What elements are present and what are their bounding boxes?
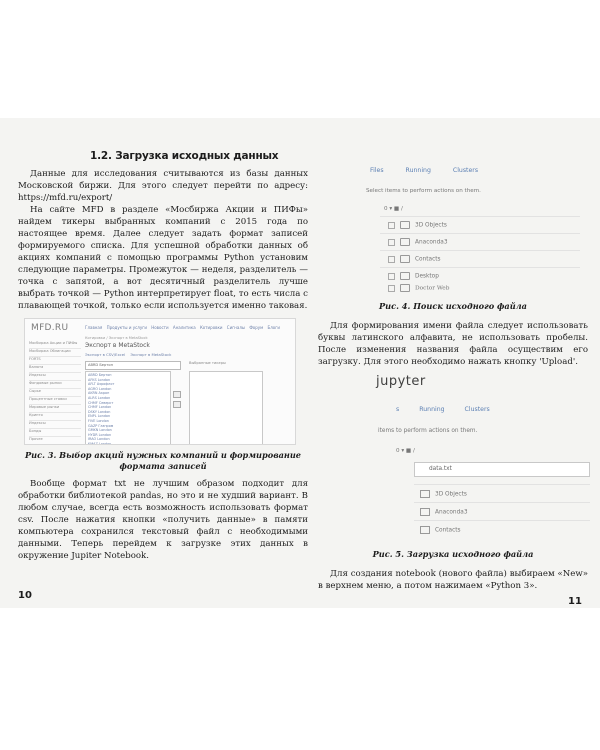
mfd-main <box>85 336 290 445</box>
file-row[interactable] <box>388 255 441 263</box>
file-name[interactable]: Anaconda3 <box>435 509 468 516</box>
mfd-list-item[interactable]: ALRS London <box>88 395 111 400</box>
paragraph-filename: Для формирования имени файла следует использовать буквы латинского алфавита, не использовать пробелы. После изменения названия файла осуществим его загрузку. Для этого необходимо нажать кнопку 'Upload'. <box>318 321 588 367</box>
mfd-logo: MFD.RU <box>31 323 69 333</box>
file-name[interactable]: Contacts <box>415 256 441 263</box>
mfd-sidebar-item[interactable]: Процентные ставки <box>29 397 81 405</box>
figure4-caption: Рис. 4. Поиск исходного файла <box>379 301 527 311</box>
divider <box>414 520 590 521</box>
file-name[interactable]: Desktop <box>415 273 439 280</box>
mfd-breadcrumb: Котировки / Экспорт в MetaStock <box>85 336 148 340</box>
folder-icon <box>400 255 410 263</box>
file-row[interactable] <box>420 490 467 498</box>
mfd-sidebar-item[interactable]: Крипто <box>29 413 81 421</box>
jupyter-tabs <box>370 167 498 174</box>
jupyter-hint: items to perform actions on them. <box>378 428 478 434</box>
mfd-ticker-list[interactable] <box>85 371 171 445</box>
file-name[interactable]: Contacts <box>435 527 461 534</box>
mfd-sidebar-item[interactable]: Фондовые рынки <box>29 381 81 389</box>
folder-icon <box>400 238 410 246</box>
checkbox[interactable] <box>388 256 395 263</box>
mfd-list-item[interactable]: GMKN London <box>88 428 112 433</box>
mfd-list-item[interactable]: CHMF London <box>88 405 112 410</box>
file-row[interactable] <box>388 221 447 229</box>
mfd-title: Экспорт в MetaStock <box>85 342 150 349</box>
mfd-sidebar-item[interactable]: Прочее <box>29 437 81 445</box>
folder-icon <box>400 221 410 229</box>
file-name[interactable]: 3D Objects <box>435 491 467 498</box>
mfd-list-item[interactable]: FIVE London <box>88 418 109 423</box>
divider <box>414 484 590 485</box>
move-right-button[interactable] <box>173 391 181 398</box>
folder-icon <box>400 272 410 280</box>
jupyter-logo: jupyter <box>376 374 426 389</box>
file-row[interactable] <box>420 526 461 534</box>
folder-icon <box>420 526 430 534</box>
mfd-sidebar-item[interactable]: Индексы <box>29 421 81 429</box>
mfd-nav-item[interactable]: Аналитика <box>172 325 196 330</box>
mfd-nav-item[interactable]: Продукты и услуги <box>106 325 147 330</box>
mfd-sidebar-item[interactable]: Индексы <box>29 373 81 381</box>
mfd-sidebar-item[interactable]: Мосбиржа Облигации <box>29 349 81 357</box>
folder-icon <box>420 508 430 516</box>
mfd-sidebar-item[interactable]: Валюта <box>29 365 81 373</box>
divider <box>414 502 590 503</box>
mfd-list-item[interactable]: AFKS London <box>88 377 111 382</box>
tab-running[interactable]: Running <box>419 406 445 413</box>
mfd-export-screenshot <box>24 318 296 445</box>
paragraph-format: Вообще формат txt не лучшим образом подходит для обработки библиотекой pandas, но это и не худший вариант. В любом случае, всегда есть возможность использовать формат csv. После нажатия кнопки «получить данные» в памяти компьютера сохранился текстовый файл с необходимыми данными. Теперь перейдем к загрузке этих данных в окружение Jupiter Notebook. <box>18 479 308 561</box>
file-row[interactable] <box>388 238 448 246</box>
file-name[interactable]: 3D Objects <box>415 222 447 229</box>
uploaded-file-row[interactable]: data.txt <box>414 462 590 477</box>
file-name[interactable]: Doctor Web <box>415 285 450 292</box>
jupyter-hint: Select items to perform actions on them. <box>366 188 481 194</box>
mfd-selected-label: Выбранные тикеры <box>189 361 226 365</box>
mfd-list-item[interactable]: GAZP Газпром <box>88 423 114 428</box>
page-number-left: 10 <box>18 590 32 601</box>
divider <box>380 250 580 251</box>
mfd-move-buttons <box>173 391 179 411</box>
divider <box>380 216 580 217</box>
jupyter-tabs <box>396 406 508 413</box>
page-number-right: 11 <box>568 596 582 607</box>
mfd-tabs <box>85 352 290 357</box>
mfd-list-item[interactable]: ENPL London <box>88 414 111 419</box>
jupyter-root-row[interactable]: 0 ▾ ■ / <box>396 448 415 454</box>
checkbox[interactable] <box>388 285 395 292</box>
mfd-sidebar-item[interactable]: FORTS <box>29 357 81 365</box>
mfd-selected-list[interactable] <box>189 371 263 445</box>
right-page <box>318 150 588 592</box>
paragraph-intro: Данные для исследования считываются из базы данных Московской биржи. Для этого следует перейти по адресу: https://mfd.ru/export/ <box>18 169 308 203</box>
tab-running[interactable]: Running <box>405 167 431 174</box>
folder-icon <box>400 284 410 292</box>
mfd-list-item[interactable]: DSKY London <box>88 409 111 414</box>
divider <box>380 267 580 268</box>
mfd-sidebar <box>29 341 81 445</box>
jupyter-row-extra <box>340 282 588 296</box>
mfd-nav-item[interactable]: Главная <box>85 325 103 330</box>
tab-clusters[interactable]: Clusters <box>452 167 479 174</box>
mfd-nav-item[interactable]: Блоги <box>267 325 280 330</box>
section-title: 1.2. Загрузка исходных данных <box>90 150 279 162</box>
mfd-nav-item[interactable]: Форум <box>249 325 264 330</box>
mfd-list-item[interactable]: AGRO London <box>88 386 112 391</box>
file-row[interactable] <box>388 284 449 292</box>
jupyter-upload-screenshot <box>340 374 580 544</box>
checkbox[interactable] <box>388 239 395 246</box>
mfd-list-item[interactable]: HYDR London <box>88 432 112 437</box>
mfd-ticker-select[interactable]: ABRD Бертон <box>85 361 181 370</box>
mfd-tab[interactable]: Экспорт в CSV/Excel <box>85 352 126 357</box>
divider <box>380 233 580 234</box>
mfd-sidebar-item[interactable]: Сырье <box>29 389 81 397</box>
tab-files[interactable]: Files <box>370 167 384 174</box>
move-left-button[interactable] <box>173 401 181 408</box>
mfd-nav-item[interactable]: Сигналы <box>226 325 246 330</box>
figure3-caption: Рис. 3. Выбор акций нужных компаний и формирование формата записей <box>24 450 302 471</box>
file-row[interactable] <box>388 272 439 280</box>
mfd-list-item[interactable]: CHMF Северст <box>88 400 114 405</box>
mfd-nav-item[interactable]: Котировки <box>199 325 223 330</box>
paragraph-mfd-settings: На сайте MFD в разделе «Мосбиржа Акции и ПИФы» найдем тикеры выбранных компаний с 2015 года по настоящее время. Далее следует задать формат записей формируемого списка. Для успешной обработки данных об акциях компаний с помощью программы Python установим следующие параметры. Промежуток — неделя, разделитель — точка с запятой, а вот десятичный разделитель лучше выбрать точкой — Python интерпретирует float, то есть числа с плавающей точкой, только если используется именно таковая. <box>18 205 308 311</box>
checkbox[interactable] <box>388 222 395 229</box>
mfd-list-item[interactable]: ABRD Бертон <box>88 373 112 377</box>
jupyter-files-screenshot <box>340 150 580 282</box>
file-name[interactable]: Anaconda3 <box>415 239 448 246</box>
mfd-sidebar-item[interactable]: Мосбиржа Акции и ПИФы <box>29 341 81 349</box>
checkbox[interactable] <box>388 273 395 280</box>
mfd-list-item[interactable]: IRAO London <box>88 437 110 442</box>
tab-clusters[interactable]: Clusters <box>464 406 490 413</box>
mfd-list-item[interactable]: KMAZ London <box>88 441 112 445</box>
mfd-sidebar-item[interactable]: Мировые рынки <box>29 405 81 413</box>
mfd-sidebar-item[interactable]: Бонды <box>29 429 81 437</box>
figure5-caption: Рис. 5. Загрузка исходного файла <box>372 549 534 559</box>
left-page <box>18 150 308 562</box>
mfd-nav-item[interactable]: Новости <box>151 325 169 330</box>
folder-icon <box>420 490 430 498</box>
paragraph-notebook: Для создания notebook (нового файла) выбираем «New» в верхнем меню, а потом нажимаем «Python 3». <box>318 569 588 591</box>
mfd-tab[interactable]: Экспорт в MetaStock <box>130 352 172 357</box>
tab-files[interactable]: s <box>396 406 400 413</box>
mfd-nav <box>85 325 283 330</box>
file-row[interactable] <box>420 508 468 516</box>
mfd-list-item[interactable]: AFLT Аэрофлот <box>88 382 115 387</box>
mfd-list-item[interactable]: AKRN Акрон <box>88 391 110 396</box>
jupyter-root-row[interactable]: 0 ▾ ■ / <box>384 206 403 212</box>
